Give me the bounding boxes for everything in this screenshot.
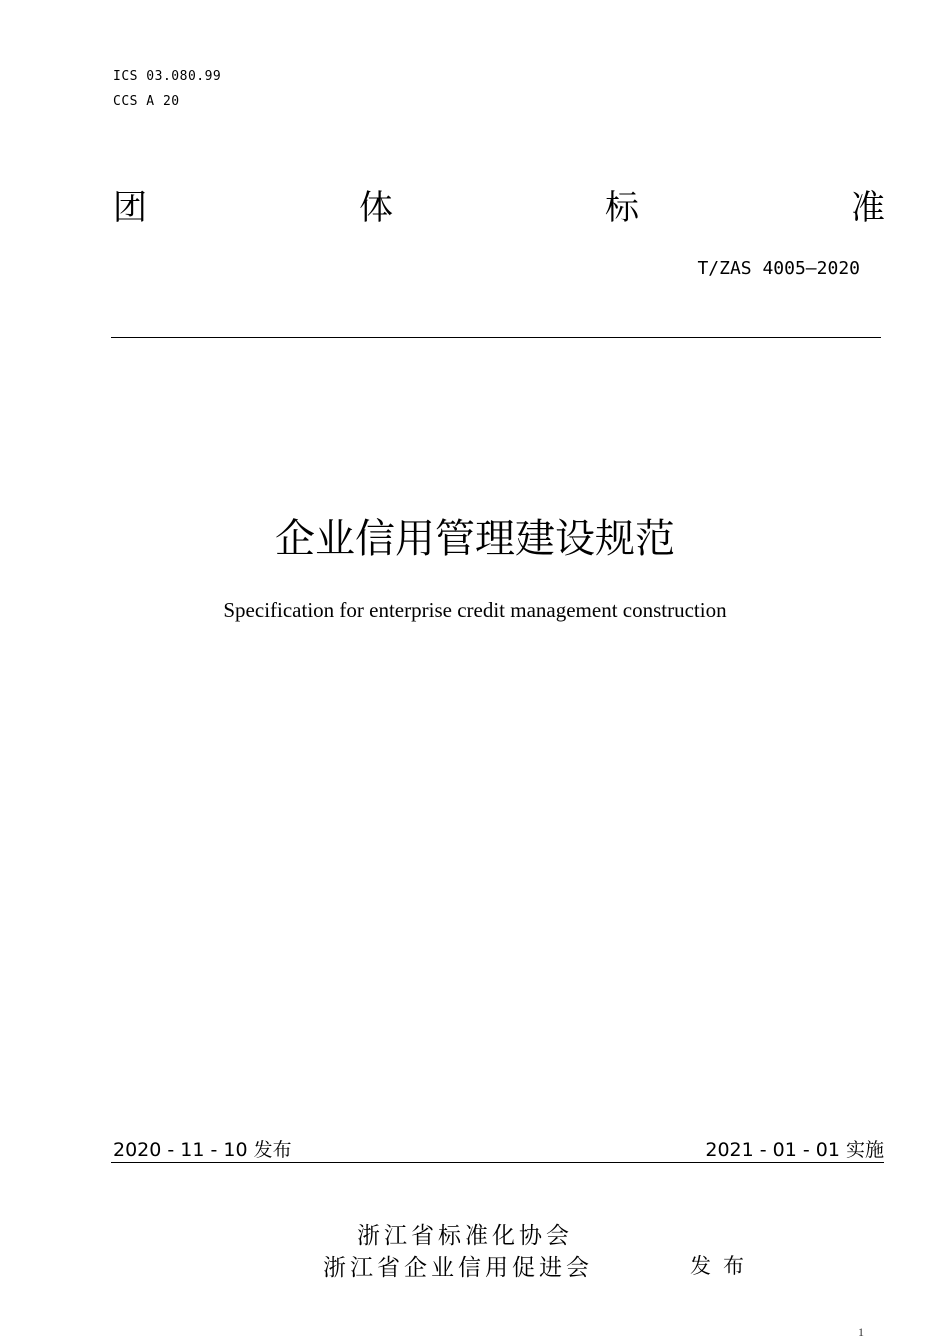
publisher-1: 浙江省标准化协会 — [357, 1223, 573, 1249]
page-number: 1 — [858, 1325, 864, 1339]
ics-code: ICS 03.080.99 — [113, 69, 222, 84]
standard-type-char-3: 标 — [605, 188, 639, 228]
standard-type-char-4: 准 — [851, 188, 885, 228]
title-chinese: 企业信用管理建设规范 — [275, 516, 675, 562]
issue-date: 2020 - 11 - 10 发布 — [113, 1139, 292, 1161]
implementation-date: 2021 - 01 - 01 实施 — [705, 1139, 884, 1161]
ccs-code: CCS A 20 — [113, 94, 180, 109]
header-divider — [111, 337, 881, 338]
standard-code: T/ZAS 4005—2020 — [697, 258, 860, 279]
footer-divider — [111, 1162, 884, 1163]
standard-type-char-2: 体 — [359, 188, 393, 228]
publisher-2: 浙江省企业信用促进会 — [323, 1255, 593, 1281]
publish-label: 发布 — [690, 1254, 756, 1278]
standard-type-char-1: 团 — [113, 188, 147, 228]
title-english: Specification for enterprise credit management construction — [223, 598, 727, 622]
